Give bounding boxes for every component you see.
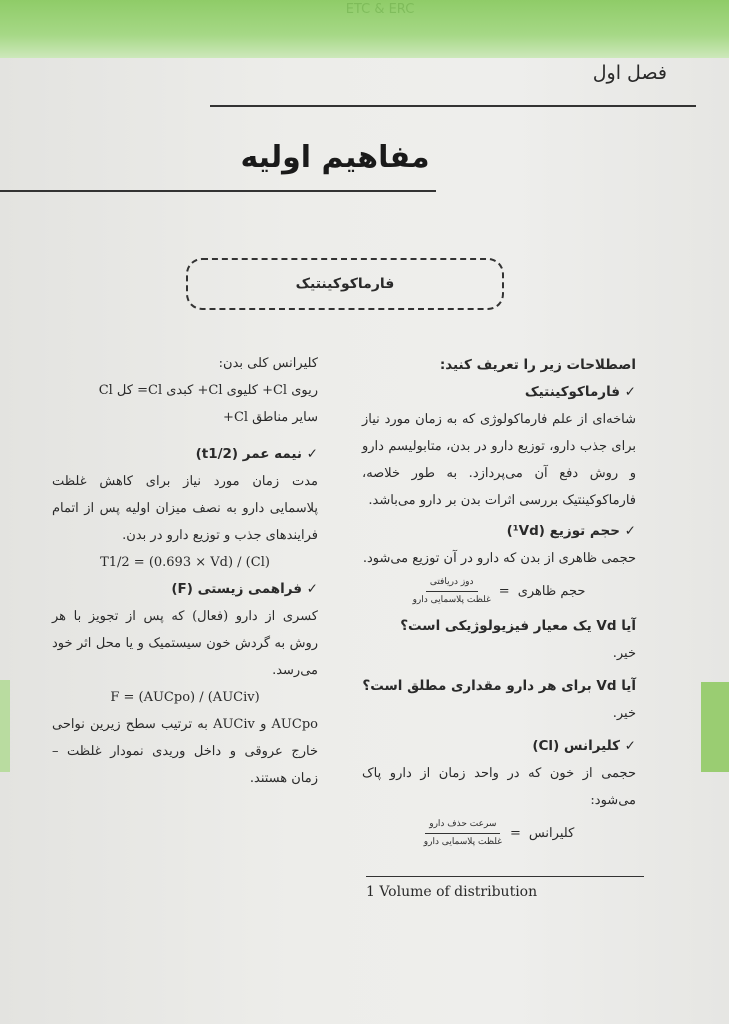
paragraph-bioavailability: کسری از دارو (فعال) که پس از تجویز با هر روش به گردش خون سیستمیک و یا محل اثر خود می‌رسد. [52,609,318,678]
left-column [52,350,318,792]
formula-clearance-fraction [424,818,502,849]
chapter-rule [210,105,696,107]
chapter-label: فصل اول [592,62,667,84]
formula-vd: حجم ظاهری = $\frac{\text{دوز دریافتی}}{\text{غلظت پلاسمایی دارو}}$ [412,577,586,605]
title-rule [0,190,436,192]
formula-vd-fraction [413,576,491,607]
formula-vd-numerator: دوز دریافتی [426,576,478,592]
chapter-thumb-tab [701,682,729,772]
formula-clearance-denominator: غلظت پلاسمایی دارو [423,837,502,847]
paragraph-auc: AUCpo و AUCiv به ترتیب سطح زیرین نواحی خارج عروقی و داخل وریدی نمودار غلظت – زمان هستند. [52,717,318,786]
term-heading-bioavailability: ✓ فراهمی زیستی (F) [171,581,318,597]
main-title: مفاهیم اولیه [240,140,430,175]
paragraph-vd: حجمی ظاهری از بدن که دارو در آن توزیع می‌شود. [362,551,636,566]
term-heading-half-life: ✓ نیمه عمر (t1/2) [195,446,318,462]
edge-thumb-tab [0,680,10,772]
answer-2: خیر. [612,706,636,721]
formula-clearance-numerator: سرعت حذف دارو [425,818,500,834]
question-2: آیا Vd برای هر دارو مقداری مطلق است؟ [362,678,636,694]
footnote: 1 Volume of distribution [366,884,538,900]
section-title-box [186,258,504,310]
formula-clearance-lhs: کلیرانس [528,826,575,841]
formula-half-life: T1/2 = (0.693 × Vd) / (Cl) [100,555,270,570]
paragraph-half-life: مدت زمان مورد نیاز برای کاهش غلظت پلاسمایی دارو به نصف میزان اولیه پس از اتمام فرایندهای جذب و توزیع دارو در بدن. [52,474,318,543]
term-heading-vd: ✓ حجم توزیع (¹Vd) [506,523,636,539]
formula-clearance: کلیرانس = $\frac{\text{سرعت حذف دارو}}{\text{غلظت پلاسمایی دارو}}$ [423,819,575,847]
section-title: فارماکوکینتیک [295,276,395,292]
formula-vd-lhs: حجم ظاهری [517,584,586,599]
footnote-rule [366,876,644,877]
total-clearance-formula: ریوی Cl+ کلیوی Cl+ کبدی Cl= کل Cl [98,383,318,398]
running-header: ETC & ERC [345,2,415,17]
total-clearance-label: کلیرانس کلی بدن: [218,356,318,371]
term-heading-pharmacokinetics: ✓ فارماکوکینتیک [524,384,636,400]
total-clearance-formula-cont: سایر مناطق Cl+ [223,410,318,425]
formula-bioavailability: F = (AUCpo) / (AUCiv) [110,690,260,705]
term-heading-clearance: ✓ کلیرانس (Cl) [532,738,636,754]
formula-vd-denominator: غلظت پلاسمایی دارو [412,595,491,605]
answer-1: خیر. [612,646,636,661]
intro-heading: اصطلاحات زیر را تعریف کنید: [439,357,636,373]
paragraph-clearance: حجمی از خون که در واحد زمان از دارو پاک می‌شود: [362,766,636,808]
paragraph-pharmacokinetics: شاخه‌ای از علم فارماکولوژی که به زمان مورد نیاز برای جذب دارو، توزیع دارو در بدن، متابولیسم دارو و روش دفع آن می‌پردازد. به طور خلاصه، فارماکوکینتیک بررسی اثرات بدن بر دارو می‌باشد. [362,412,636,508]
right-column [362,352,636,853]
question-1: آیا Vd یک معیار فیزیولوژیکی است؟ [400,618,636,634]
top-color-band [0,0,729,58]
